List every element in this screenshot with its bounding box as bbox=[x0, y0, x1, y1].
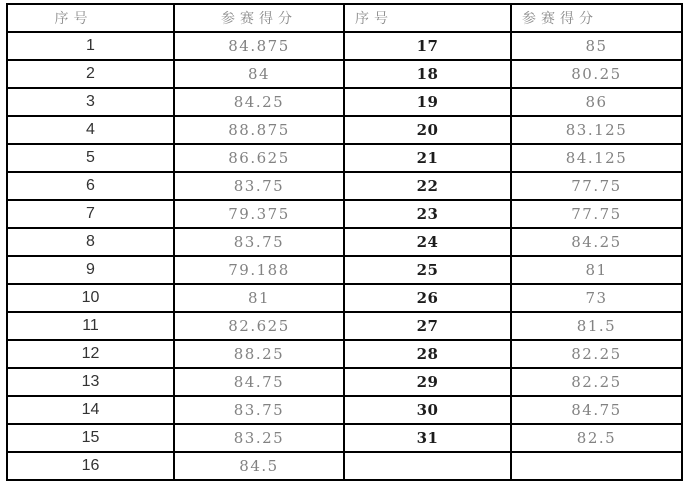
serial-cell: 24 bbox=[344, 228, 511, 256]
score-cell: 82.625 bbox=[174, 312, 344, 340]
table-row bbox=[7, 32, 682, 60]
score-cell: 73 bbox=[511, 284, 682, 312]
score-cell: 83.25 bbox=[174, 424, 344, 452]
score-cell: 81 bbox=[174, 284, 344, 312]
score-cell: 83.75 bbox=[174, 228, 344, 256]
score-cell: 82.25 bbox=[511, 340, 682, 368]
table-row bbox=[7, 340, 682, 368]
serial-cell: 8 bbox=[7, 228, 174, 256]
serial-cell: 30 bbox=[344, 396, 511, 424]
header-serial-right: 序号 bbox=[344, 4, 511, 32]
score-cell: 84.125 bbox=[511, 144, 682, 172]
serial-cell: 6 bbox=[7, 172, 174, 200]
serial-cell: 9 bbox=[7, 256, 174, 284]
score-cell: 81.5 bbox=[511, 312, 682, 340]
serial-cell bbox=[344, 452, 511, 480]
table-row bbox=[7, 88, 682, 116]
score-cell: 84.75 bbox=[174, 368, 344, 396]
table-row bbox=[7, 396, 682, 424]
serial-cell: 3 bbox=[7, 88, 174, 116]
serial-cell: 31 bbox=[344, 424, 511, 452]
table-row bbox=[7, 116, 682, 144]
serial-cell: 4 bbox=[7, 116, 174, 144]
score-cell: 84.25 bbox=[174, 88, 344, 116]
score-cell: 77.75 bbox=[511, 200, 682, 228]
score-cell: 84.875 bbox=[174, 32, 344, 60]
table-row bbox=[7, 368, 682, 396]
serial-cell: 17 bbox=[344, 32, 511, 60]
header-score-right: 参赛得分 bbox=[511, 4, 682, 32]
score-cell bbox=[511, 452, 682, 480]
serial-cell: 27 bbox=[344, 312, 511, 340]
serial-cell: 22 bbox=[344, 172, 511, 200]
serial-cell: 16 bbox=[7, 452, 174, 480]
score-cell: 84.75 bbox=[511, 396, 682, 424]
table-row bbox=[7, 60, 682, 88]
score-cell: 79.375 bbox=[174, 200, 344, 228]
serial-cell: 21 bbox=[344, 144, 511, 172]
table-header bbox=[7, 4, 682, 32]
serial-cell: 19 bbox=[344, 88, 511, 116]
score-cell: 82.25 bbox=[511, 368, 682, 396]
score-cell: 80.25 bbox=[511, 60, 682, 88]
score-cell: 83.75 bbox=[174, 396, 344, 424]
table-row bbox=[7, 256, 682, 284]
serial-cell: 26 bbox=[344, 284, 511, 312]
serial-cell: 7 bbox=[7, 200, 174, 228]
score-cell: 81 bbox=[511, 256, 682, 284]
score-cell: 88.875 bbox=[174, 116, 344, 144]
serial-cell: 5 bbox=[7, 144, 174, 172]
serial-cell: 1 bbox=[7, 32, 174, 60]
serial-cell: 12 bbox=[7, 340, 174, 368]
score-cell: 79.188 bbox=[174, 256, 344, 284]
table-row bbox=[7, 172, 682, 200]
serial-cell: 18 bbox=[344, 60, 511, 88]
score-cell: 84.5 bbox=[174, 452, 344, 480]
score-cell: 86 bbox=[511, 88, 682, 116]
header-serial-left: 序号 bbox=[7, 4, 174, 32]
table-row bbox=[7, 424, 682, 452]
serial-cell: 28 bbox=[344, 340, 511, 368]
serial-cell: 23 bbox=[344, 200, 511, 228]
score-table bbox=[6, 3, 683, 481]
table-row bbox=[7, 452, 682, 480]
score-cell: 84.25 bbox=[511, 228, 682, 256]
table-row bbox=[7, 200, 682, 228]
serial-cell: 29 bbox=[344, 368, 511, 396]
table-row bbox=[7, 228, 682, 256]
score-cell: 83.75 bbox=[174, 172, 344, 200]
score-cell: 85 bbox=[511, 32, 682, 60]
header-score-left: 参赛得分 bbox=[174, 4, 344, 32]
serial-cell: 11 bbox=[7, 312, 174, 340]
score-cell: 83.125 bbox=[511, 116, 682, 144]
serial-cell: 10 bbox=[7, 284, 174, 312]
serial-cell: 13 bbox=[7, 368, 174, 396]
table-row bbox=[7, 284, 682, 312]
table-body bbox=[7, 32, 682, 480]
serial-cell: 15 bbox=[7, 424, 174, 452]
serial-cell: 20 bbox=[344, 116, 511, 144]
score-cell: 84 bbox=[174, 60, 344, 88]
header-row bbox=[7, 4, 682, 32]
score-cell: 77.75 bbox=[511, 172, 682, 200]
table-row bbox=[7, 144, 682, 172]
table-row bbox=[7, 312, 682, 340]
score-cell: 86.625 bbox=[174, 144, 344, 172]
score-cell: 88.25 bbox=[174, 340, 344, 368]
serial-cell: 25 bbox=[344, 256, 511, 284]
serial-cell: 14 bbox=[7, 396, 174, 424]
score-cell: 82.5 bbox=[511, 424, 682, 452]
serial-cell: 2 bbox=[7, 60, 174, 88]
